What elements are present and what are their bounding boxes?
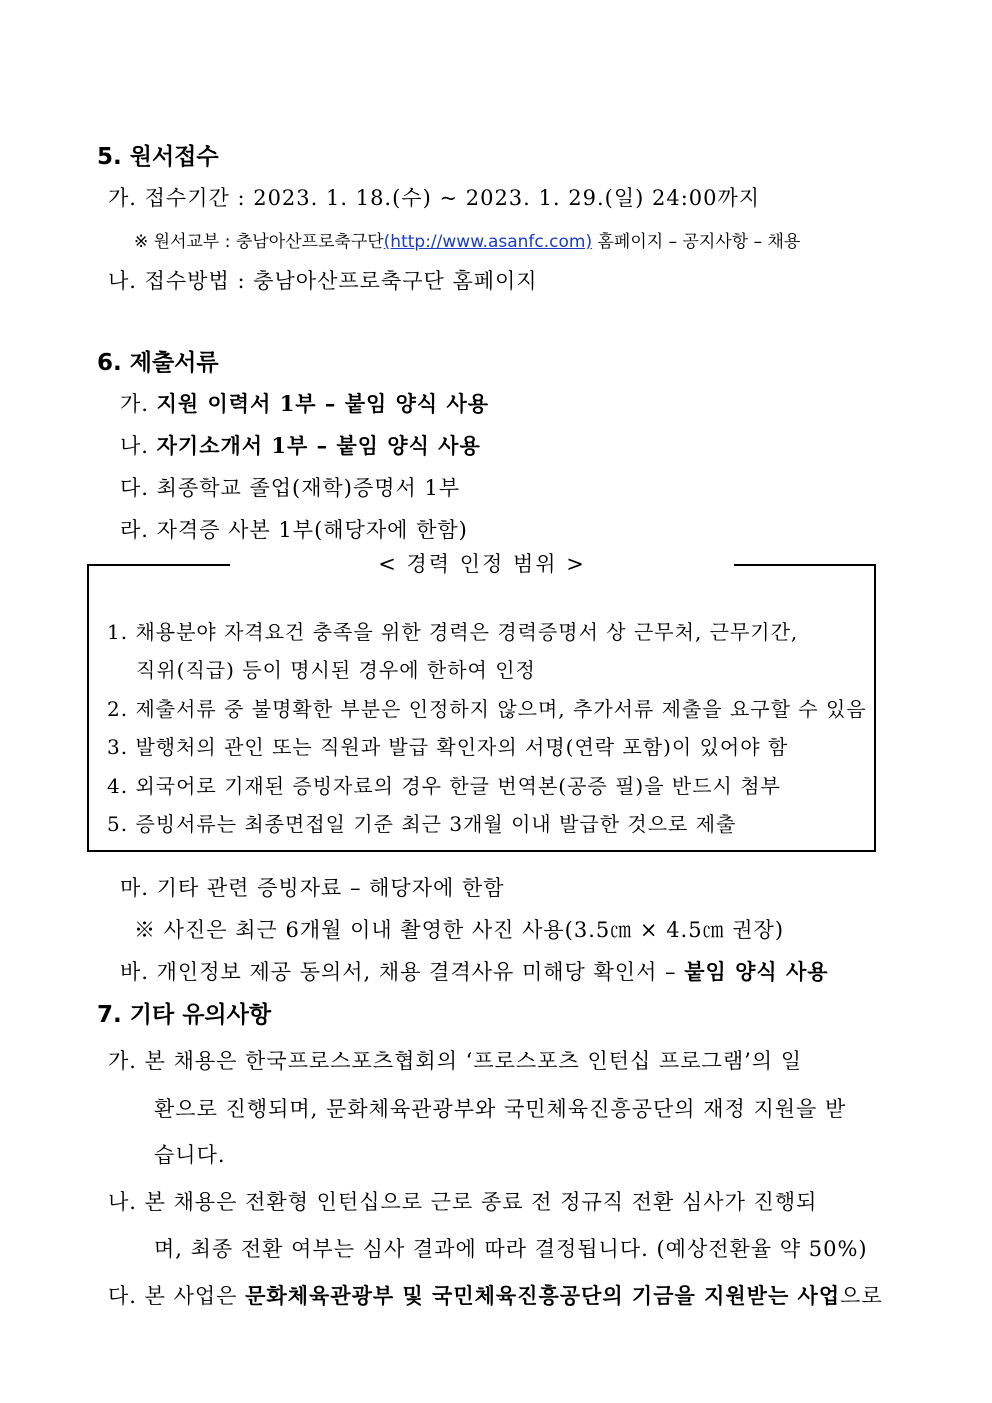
career-item-4: 4. 외국어로 기재된 증빙자료의 경우 한글 번역본(공증 필)을 반드시 첨부	[107, 774, 781, 798]
note-da-prefix: 다. 본 사업은	[108, 1284, 246, 1308]
career-item-2: 2. 제출서류 중 불명확한 부분은 인정하지 않으며, 추가서류 제출을 요구할 수 있음	[107, 697, 867, 721]
career-item-5: 5. 증빙서류는 최종면접일 기준 최근 3개월 이내 발급한 것으로 제출	[107, 812, 737, 836]
application-form-note	[134, 227, 800, 252]
doc-self-intro-text: 자기소개서 1부 – 붙임 양식 사용	[156, 433, 481, 458]
career-recognition-title: < 경력 인정 범위 >	[230, 548, 734, 578]
doc-privacy-consent-bold: 붙임 양식 사용	[684, 959, 829, 984]
note-ga-line2: 환으로 진행되며, 문화체육관광부와 국민체육진흥공단의 재정 지원을 받	[154, 1097, 847, 1121]
doc-graduation-cert: 다. 최종학교 졸업(재학)증명서 1부	[120, 476, 461, 500]
doc-self-intro	[120, 430, 481, 460]
club-website-link[interactable]: (http://www.asanfc.com)	[383, 232, 593, 252]
doc-other-evidence: 마. 기타 관련 증빙자료 – 해당자에 한함	[120, 876, 505, 900]
doc-privacy-consent-text: 바. 개인정보 제공 동의서, 채용 결격사유 미해당 확인서 –	[120, 960, 685, 984]
doc-self-intro-prefix: 나.	[120, 434, 157, 458]
receipt-method: 나. 접수방법 : 충남아산프로축구단 홈페이지	[108, 269, 538, 293]
doc-resume-text: 지원 이력서 1부 – 붙임 양식 사용	[156, 391, 490, 416]
note-ga-line3: 습니다.	[154, 1143, 226, 1167]
note-path: 홈페이지 – 공지사항 – 채용	[592, 232, 801, 252]
photo-note: ※ 사진은 최근 6개월 이내 촬영한 사진 사용(3.5㎝ × 4.5㎝ 권장)	[134, 918, 785, 942]
receipt-period: 가. 접수기간 : 2023. 1. 18.(수) ~ 2023. 1. 29.(일) 24:00까지	[108, 186, 761, 210]
note-da-line1	[108, 1280, 883, 1310]
note-text: ※ 원서교부 : 충남아산프로축구단	[134, 232, 384, 252]
note-da-bold: 문화체육관광부 및 국민체육진흥공단의 기금을 지원받는 사업	[245, 1283, 841, 1308]
section-5-heading: 5. 원서접수	[97, 144, 219, 170]
note-na-line2: 며, 최종 전환 여부는 심사 결과에 따라 결정됩니다. (예상전환율 약 50%)	[154, 1237, 868, 1261]
doc-resume-prefix: 가.	[120, 392, 157, 416]
career-item-1-cont: 직위(직급) 등이 명시된 경우에 한하여 인정	[136, 658, 536, 682]
doc-privacy-consent	[120, 956, 829, 986]
section-7-heading: 7. 기타 유의사항	[97, 1002, 272, 1028]
career-item-3: 3. 발행처의 관인 또는 직원과 발급 확인자의 서명(연락 포함)이 있어야 함	[107, 735, 789, 759]
career-item-1: 1. 채용분야 자격요건 충족을 위한 경력은 경력증명서 상 근무처, 근무기간,	[107, 620, 799, 644]
note-ga-line1: 가. 본 채용은 한국프로스포츠협회의 ‘프로스포츠 인턴십 프로그램’의 일	[108, 1049, 803, 1073]
note-na-line1: 나. 본 채용은 전환형 인턴십으로 근로 종료 전 정규직 전환 심사가 진행되	[108, 1190, 818, 1214]
doc-license-copy: 라. 자격증 사본 1부(해당자에 한함)	[120, 518, 468, 542]
doc-resume	[120, 388, 489, 418]
note-da-suffix: 으로	[840, 1284, 883, 1308]
section-6-heading: 6. 제출서류	[97, 350, 219, 376]
